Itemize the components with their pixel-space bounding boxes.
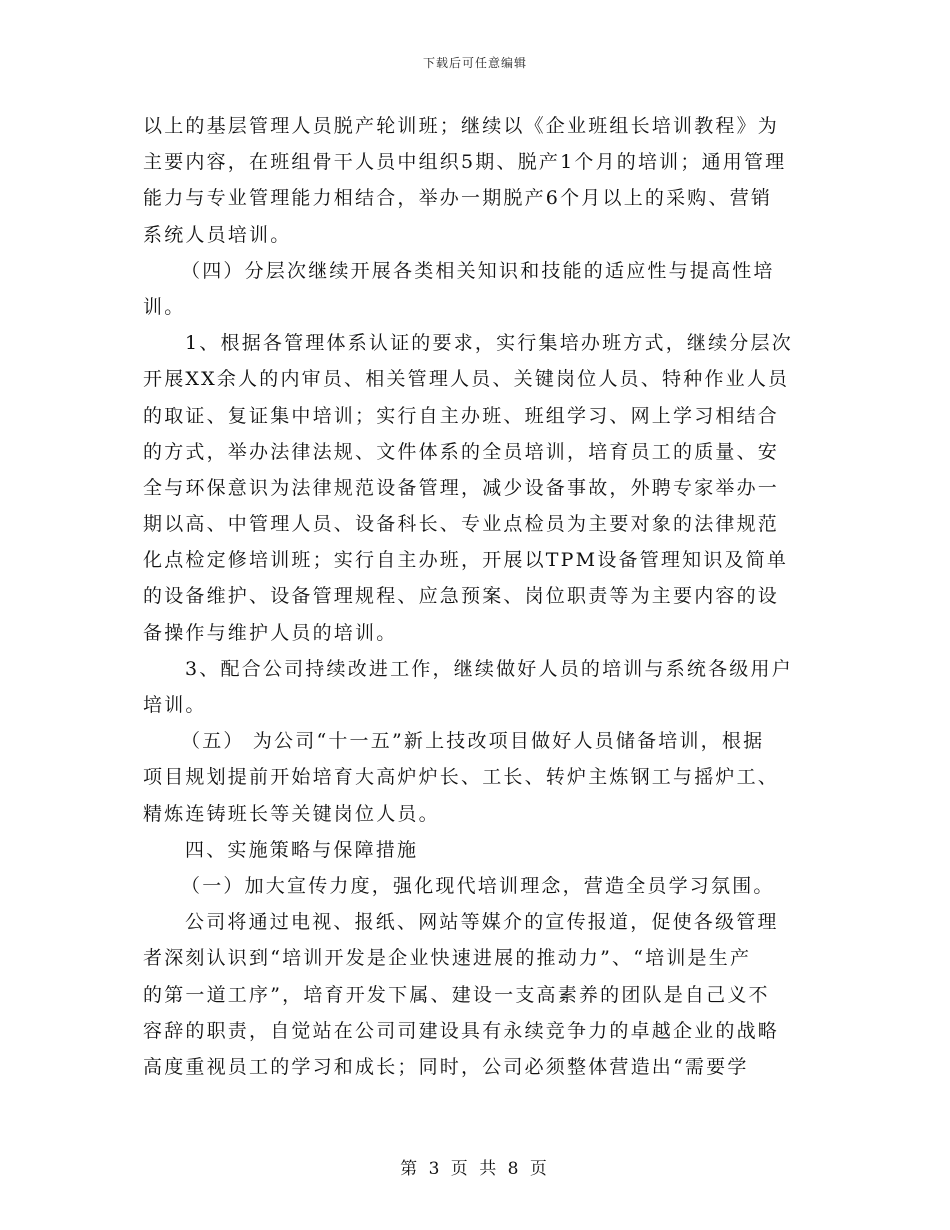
text-line: 1、根据各管理体系认证的要求，实行集培办班方式，继续分层次 [185, 332, 793, 355]
section-heading: 四、实施策略与保障措施 [185, 838, 419, 861]
text-line: 项目规划提前开始培育大高炉炉长、工长、转炉主炼钢工与摇炉工、 [143, 766, 780, 789]
text-line: 容辞的职责，自觉站在公司司建设具有永续竞争力的卓越企业的战略 [143, 1019, 780, 1042]
section-heading: （五） 为公司“十一五”新上技改项目做好人员储备培训，根据 [181, 730, 765, 753]
text-line: 的第一道工序”，培育开发下属、建设一支高素养的团队是自己义不 [143, 983, 770, 1006]
text-line: 精炼连铸班长等关键岗位人员。 [143, 802, 440, 825]
page-footer: 第 3 页 共 8 页 [400, 1159, 550, 1179]
text-line: 高度重视员工的学习和成长；同时，公司必须整体营造出“需要学 [143, 1055, 749, 1078]
text-line: 能力与专业管理能力相结合，举办一期脱产6个月以上的采购、营销 [143, 187, 773, 210]
text-line: 系统人员培训。 [143, 223, 292, 246]
page-header: 下载后可任意编辑 [422, 56, 527, 70]
text-line: 公司将通过电视、报纸、网站等媒介的宣传报道，促使各级管理 [185, 911, 779, 934]
text-line: 开展XX余人的内审员、相关管理人员、关键岗位人员、特种作业人员 [143, 368, 790, 391]
text-line: 训。 [143, 295, 186, 318]
text-line: 全与环保意识为法律规范设备管理，减少设备事故，外聘专家举办一 [143, 476, 780, 499]
text-line: 主要内容，在班组骨干人员中组织5期、脱产1个月的培训；通用管理 [143, 151, 787, 174]
text-line: 者深刻认识到“培训开发是企业快速进展的推动力”、“培训是生产 [143, 947, 752, 970]
text-line: 的设备维护、设备管理规程、应急预案、岗位职责等为主要内容的设 [143, 585, 780, 608]
text-line: 3、配合公司持续改进工作，继续做好人员的培训与系统各级用户 [185, 657, 793, 680]
section-heading: （四）分层次继续开展各类相关知识和技能的适应性与提高性培 [181, 259, 775, 282]
text-line: 培训。 [143, 694, 207, 716]
section-heading: （一）加大宣传力度，强化现代培训理念，营造全员学习氛围。 [181, 874, 775, 897]
text-line: 备操作与维护人员的培训。 [143, 621, 398, 644]
text-line: 的方式，举办法律法规、文件体系的全员培训，培育员工的质量、安 [143, 440, 780, 463]
document-body [143, 108, 811, 1085]
text-line: 以上的基层管理人员脱产轮训班；继续以《企业班组长培训教程》为 [143, 115, 780, 137]
text-line: 期以高、中管理人员、设备科长、专业点检员为主要对象的法律规范 [143, 513, 780, 536]
text-line: 化点检定修培训班；实行自主办班，开展以TPM设备管理知识及简单 [143, 549, 789, 572]
text-line: 的取证、复证集中培训；实行自主办班、班组学习、网上学习相结合 [143, 404, 780, 427]
